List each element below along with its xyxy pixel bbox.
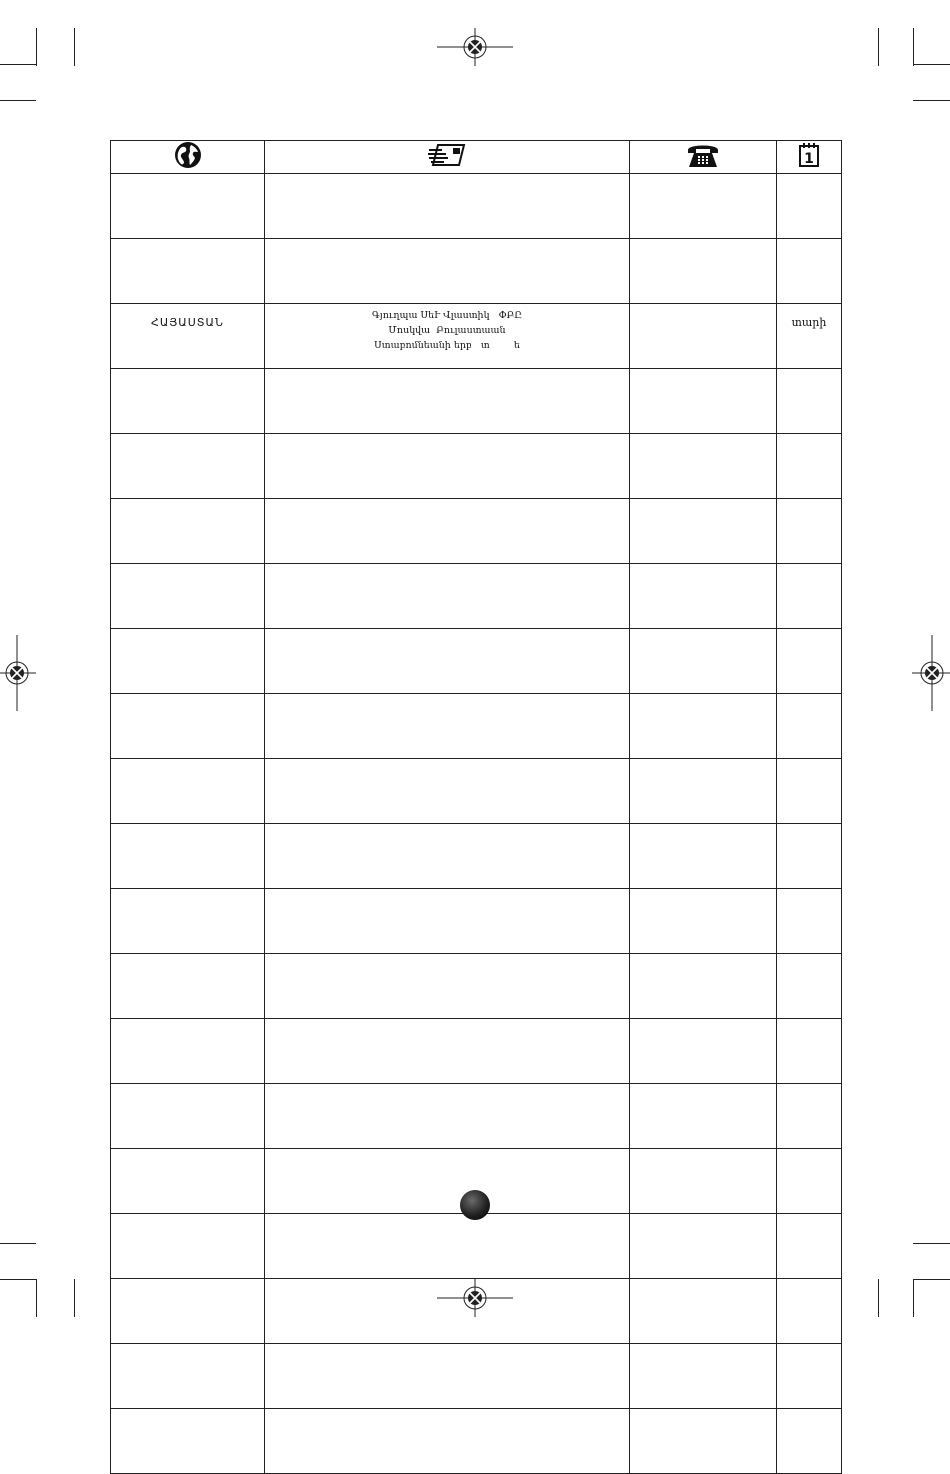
- address-cell: [265, 564, 630, 629]
- calendar-icon: [798, 142, 820, 168]
- country-cell: [111, 1214, 265, 1279]
- globe-icon: [174, 141, 202, 169]
- address-cell: [265, 1149, 630, 1214]
- phone-column-header: [630, 141, 777, 174]
- warranty-cell: [777, 1019, 842, 1084]
- address-cell: [265, 174, 630, 239]
- country-cell: [111, 1344, 265, 1409]
- country-cell: [111, 1084, 265, 1149]
- warranty-cell: [777, 499, 842, 564]
- table-row: [111, 954, 842, 1019]
- table-row: [111, 239, 842, 304]
- registration-mark-icon: [437, 28, 513, 66]
- address-cell: [265, 239, 630, 304]
- phone-cell: [630, 174, 777, 239]
- address-line: Գյուղպա ՍեՒ Վլաստիկ ՓԲԸ: [371, 310, 523, 321]
- country-cell: [111, 629, 265, 694]
- warranty-cell: [777, 1344, 842, 1409]
- country-cell: [111, 369, 265, 434]
- warranty-cell: [777, 1409, 842, 1474]
- country-cell: [111, 434, 265, 499]
- service-center-table: [110, 140, 842, 1474]
- table-row: [111, 434, 842, 499]
- phone-cell: [630, 434, 777, 499]
- crop-mark: [913, 1279, 914, 1317]
- phone-cell: [630, 824, 777, 889]
- page-number-badge: [460, 1190, 490, 1220]
- warranty-cell: [777, 434, 842, 499]
- warranty-cell: [777, 564, 842, 629]
- country-cell: [111, 694, 265, 759]
- country-cell: [111, 954, 265, 1019]
- phone-cell: [630, 889, 777, 954]
- phone-cell: [630, 304, 777, 369]
- address-cell: [265, 759, 630, 824]
- phone-cell: [630, 694, 777, 759]
- table-row: [111, 1084, 842, 1149]
- address-cell: [265, 499, 630, 564]
- address-cell: [265, 1279, 630, 1344]
- warranty-cell: [777, 1279, 842, 1344]
- table-row: [111, 304, 842, 369]
- table-row: [111, 759, 842, 824]
- calendar-number: 1: [804, 151, 814, 167]
- country-cell: [111, 1019, 265, 1084]
- crop-mark: [913, 28, 914, 66]
- address-cell: [265, 694, 630, 759]
- address-cell: [265, 1409, 630, 1474]
- registration-mark-icon: [912, 635, 950, 711]
- phone-cell: [630, 239, 777, 304]
- address-column-header: [265, 141, 630, 174]
- country-cell: [111, 889, 265, 954]
- address-cell: [265, 889, 630, 954]
- table-row: [111, 889, 842, 954]
- table-row: [111, 1279, 842, 1344]
- telephone-icon: [686, 141, 720, 169]
- country-cell: [111, 1409, 265, 1474]
- address-cell: [265, 434, 630, 499]
- warranty-cell: [777, 694, 842, 759]
- address-cell: [265, 1344, 630, 1409]
- phone-cell: [630, 1084, 777, 1149]
- address-line: Ստաբոմնեանի երբ տ ե: [374, 340, 520, 351]
- registration-mark-icon: [0, 635, 36, 711]
- crop-mark: [74, 1279, 75, 1317]
- warranty-cell: [777, 1214, 842, 1279]
- phone-cell: [630, 954, 777, 1019]
- country-cell: ՀԱՅԱՍՏԱՆ: [111, 304, 265, 369]
- crop-mark: [913, 100, 950, 101]
- warranty-column-header: [777, 141, 842, 174]
- address-cell: [265, 369, 630, 434]
- country-cell: [111, 759, 265, 824]
- warranty-cell: [777, 174, 842, 239]
- table-row: [111, 369, 842, 434]
- address-cell: [265, 629, 630, 694]
- country-cell: [111, 499, 265, 564]
- table-row: [111, 694, 842, 759]
- warranty-cell: [777, 369, 842, 434]
- country-cell: [111, 1149, 265, 1214]
- table-body: [111, 174, 842, 1474]
- country-cell: [111, 239, 265, 304]
- crop-mark: [0, 1243, 36, 1244]
- country-cell: [111, 564, 265, 629]
- warranty-cell: [777, 239, 842, 304]
- table-row: [111, 824, 842, 889]
- table-row: [111, 499, 842, 564]
- country-column-header: [111, 141, 265, 174]
- address-line: Մոսկվա Բուլաստաան: [388, 325, 506, 336]
- address-cell: [265, 1214, 630, 1279]
- crop-mark: [913, 1279, 950, 1280]
- warranty-cell: [777, 629, 842, 694]
- phone-cell: [630, 1149, 777, 1214]
- phone-cell: [630, 564, 777, 629]
- phone-cell: [630, 759, 777, 824]
- crop-mark: [878, 28, 879, 66]
- table-row: [111, 1344, 842, 1409]
- crop-mark: [913, 1243, 950, 1244]
- country-cell: [111, 174, 265, 239]
- table-row: [111, 629, 842, 694]
- warranty-cell: [777, 1084, 842, 1149]
- address-cell: [265, 1019, 630, 1084]
- country-cell: [111, 824, 265, 889]
- table-header-row: [111, 141, 842, 174]
- table-row: [111, 1214, 842, 1279]
- phone-cell: [630, 1019, 777, 1084]
- phone-cell: [630, 629, 777, 694]
- phone-cell: [630, 1409, 777, 1474]
- warranty-cell: [777, 954, 842, 1019]
- crop-mark: [0, 64, 36, 65]
- address-cell: [265, 304, 630, 369]
- address-cell: [265, 824, 630, 889]
- table-row: [111, 1409, 842, 1474]
- table-row: [111, 564, 842, 629]
- address-cell: [265, 1084, 630, 1149]
- phone-cell: [630, 369, 777, 434]
- crop-mark: [878, 1279, 879, 1317]
- warranty-cell: [777, 759, 842, 824]
- crop-mark: [36, 1279, 37, 1317]
- warranty-cell: [777, 1149, 842, 1214]
- warranty-cell: [777, 824, 842, 889]
- crop-mark: [36, 28, 37, 66]
- phone-cell: [630, 499, 777, 564]
- crop-mark: [913, 64, 950, 65]
- table-row: [111, 174, 842, 239]
- crop-mark: [74, 28, 75, 66]
- phone-cell: [630, 1214, 777, 1279]
- address-cell: [265, 954, 630, 1019]
- phone-cell: [630, 1279, 777, 1344]
- table-row: [111, 1019, 842, 1084]
- mail-icon: [428, 142, 466, 168]
- country-cell: [111, 1279, 265, 1344]
- warranty-cell: տարի: [777, 304, 842, 369]
- phone-cell: [630, 1344, 777, 1409]
- crop-mark: [0, 100, 36, 101]
- crop-mark: [0, 1279, 36, 1280]
- warranty-cell: [777, 889, 842, 954]
